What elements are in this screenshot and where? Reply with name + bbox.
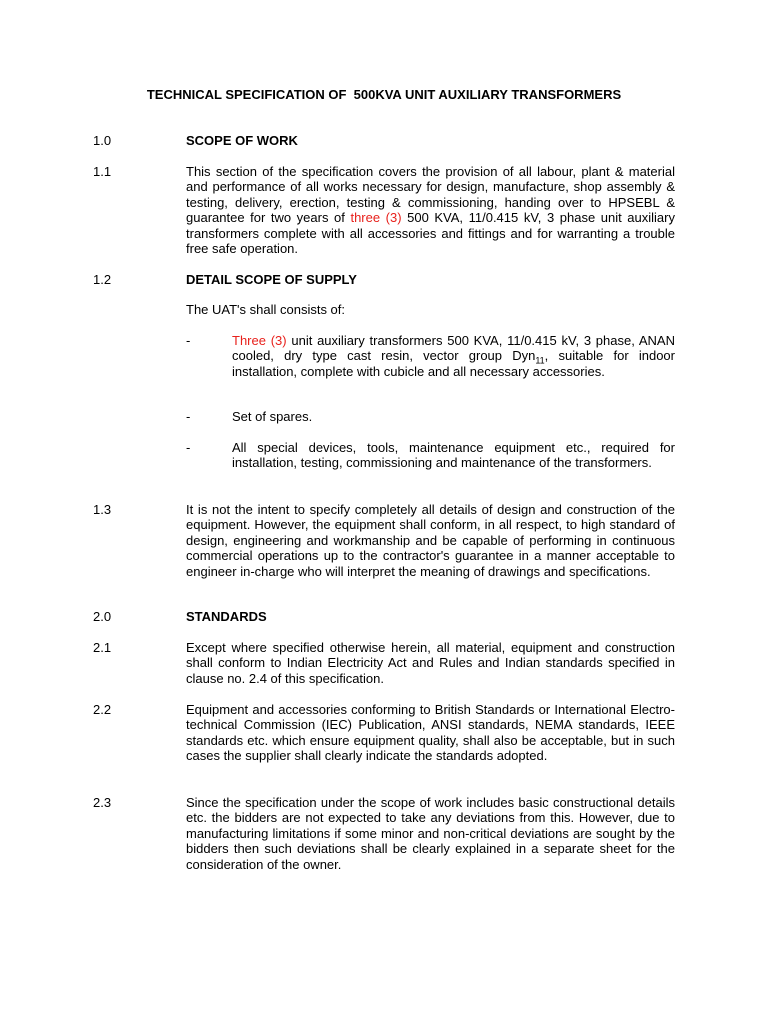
bullet-item-2: Set of spares. bbox=[232, 409, 313, 424]
bullet-1-text-a: unit auxiliary transformers 500 KVA, 11/0.415 kV, 3 phase, ANAN cooled, dry type cast resin, vector group Dyn bbox=[232, 333, 675, 364]
section-1-3-paragraph: It is not the intent to specify completely all details of design and construction of the equipment. However, the equipment shall conform, in all respect, to high standard of design, engineering and workmanship and be capable of performing in continuous commercial operations up to the contractor's guarantee in a manner acceptable to engineer in-charge who will interpret the meaning of drawings and specifications. bbox=[186, 502, 675, 579]
section-heading-scope-of-work: SCOPE OF WORK bbox=[186, 133, 298, 148]
section-number-2-0: 2.0 bbox=[93, 609, 112, 624]
section-number-2-1: 2.1 bbox=[93, 640, 112, 655]
scope-intro: The UAT's shall consists of: bbox=[186, 302, 346, 317]
bullet-dash-1: - bbox=[186, 333, 191, 348]
section-2-3-paragraph: Since the specification under the scope of work includes basic constructional details etc. the bidders are not expected to take any deviations from this. However, due to manufacturing limitations if some minor and non-critical deviations are sought by the bidders then such deviations shall be clearly explained in a separate sheet for the consideration of the owner. bbox=[186, 795, 675, 872]
section-number-2-2: 2.2 bbox=[93, 702, 112, 717]
section-1-1-text-a: This section of the specification covers the provision of all labour, plant & material and performance of all works necessary for design, manufacture, shop assembly & testing, delivery, erection, testing & commissioning, handing over to HPSEBL & guarantee for two years of bbox=[186, 164, 675, 226]
section-heading-standards: STANDARDS bbox=[186, 609, 267, 624]
document-title: TECHNICAL SPECIFICATION OF 500KVA UNIT AUXILIARY TRANSFORMERS bbox=[146, 87, 622, 102]
bullet-1-text-b: , suitable for indoor installation, complete with cubicle and all necessary accessories. bbox=[232, 348, 675, 379]
bullet-dash-2: - bbox=[186, 409, 191, 424]
bullet-item-1 bbox=[232, 333, 675, 379]
bullet-dash-3: - bbox=[186, 440, 191, 455]
section-1-1-text-b: 500 KVA, 11/0.415 kV, 3 phase unit auxiliary transformers complete with all accessories and fittings and for warranting a trouble free safe operation. bbox=[186, 210, 675, 257]
section-heading-detail-scope: DETAIL SCOPE OF SUPPLY bbox=[186, 272, 357, 287]
section-2-1-paragraph: Except where specified otherwise herein, all material, equipment and construction shall conform to Indian Electricity Act and Rules and Indian standards specified in clause no. 2.4 of this specification. bbox=[186, 640, 675, 686]
section-number-1-0: 1.0 bbox=[93, 133, 112, 148]
section-number-2-3: 2.3 bbox=[93, 795, 112, 810]
section-2-2-paragraph: Equipment and accessories conforming to British Standards or International Electro- technical Commission (IEC) Publication, ANSI standards, NEMA standards, IEEE standards etc. which ensure equipment quality, shall also be acceptable, but in such cases the supplier shall clearly indicate the standards adopted. bbox=[186, 702, 675, 764]
bullet-1-subscript: 11 bbox=[535, 356, 545, 366]
bullet-item-3: All special devices, tools, maintenance equipment etc., required for installation, testing, commissioning and maintenance of the transformers. bbox=[232, 440, 675, 471]
section-number-1-1: 1.1 bbox=[93, 164, 112, 179]
section-number-1-3: 1.3 bbox=[93, 502, 112, 517]
section-number-1-2: 1.2 bbox=[93, 272, 112, 287]
section-1-1-highlight: three (3) bbox=[350, 210, 402, 226]
section-1-1-paragraph bbox=[186, 164, 675, 256]
bullet-1-highlight: Three (3) bbox=[232, 333, 287, 348]
